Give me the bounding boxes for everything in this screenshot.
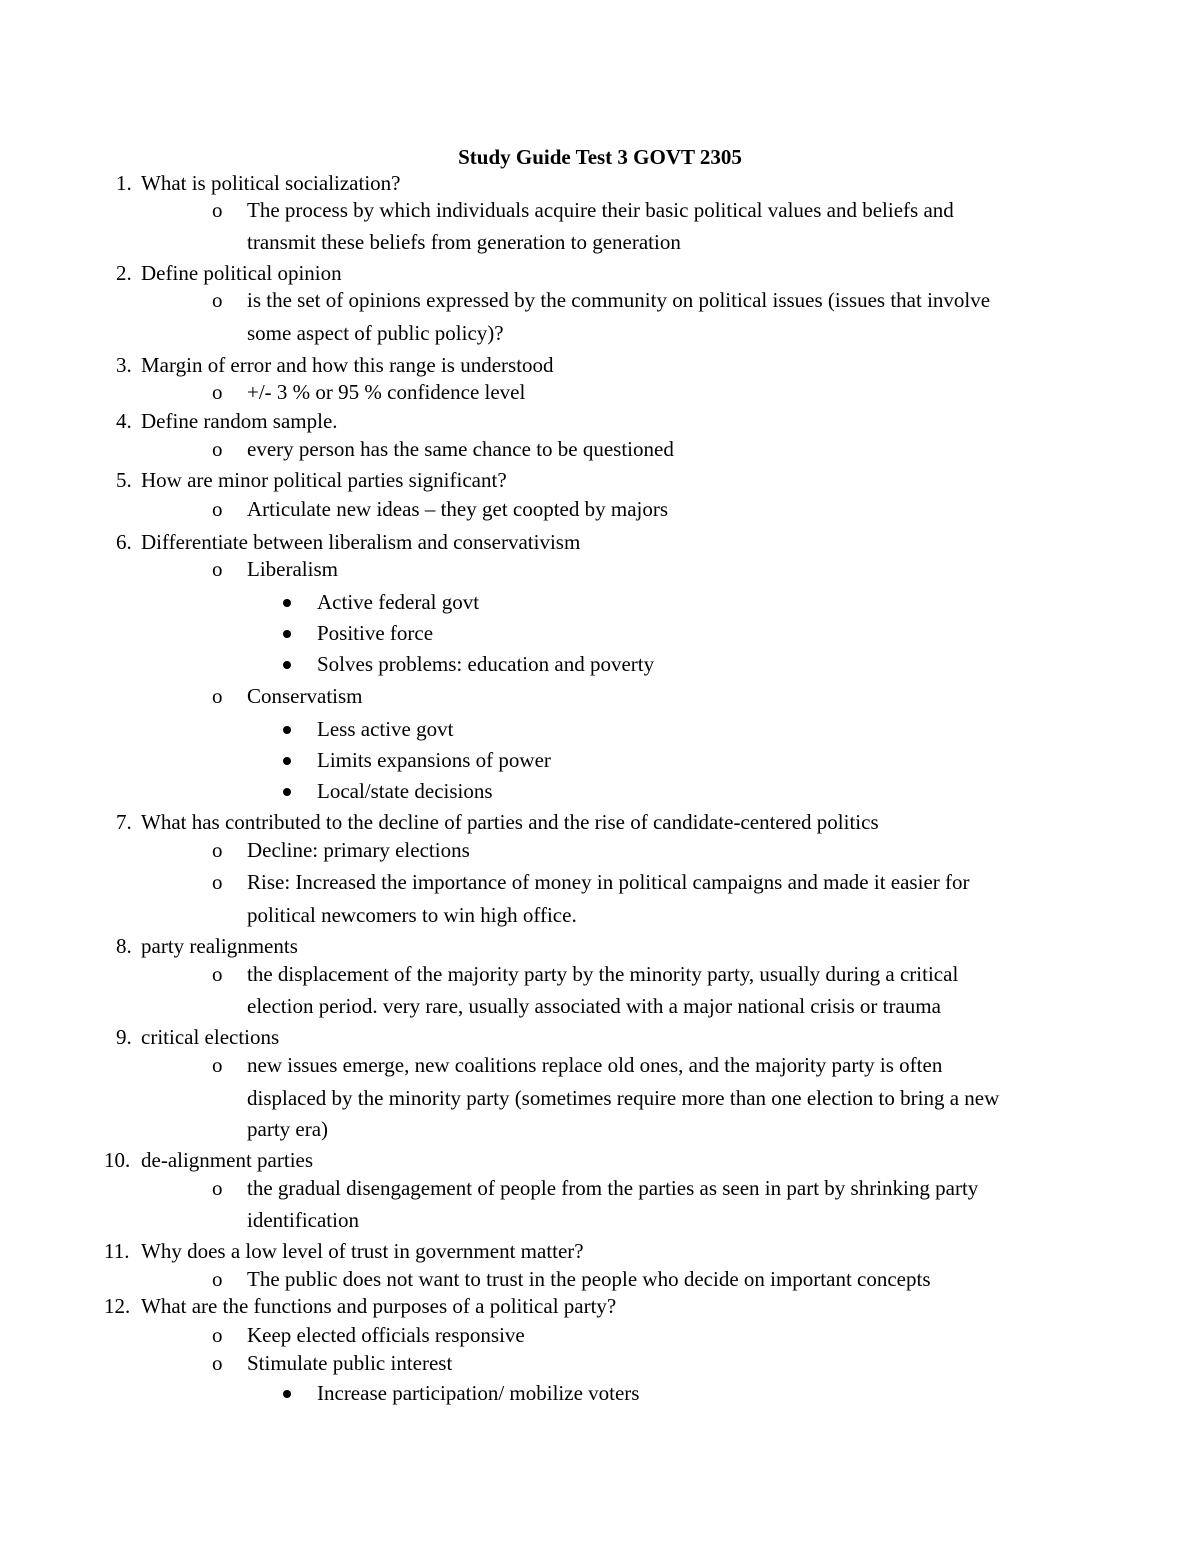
bullet-text: Less active govt xyxy=(317,717,454,741)
sub-item-marker: o xyxy=(212,557,223,581)
answer-text: some aspect of public policy)? xyxy=(247,321,504,345)
sub-item-marker: o xyxy=(212,962,223,986)
answer-text: is the set of opinions expressed by the community on political issues (issues that involve xyxy=(247,288,991,312)
question-number: 6. xyxy=(116,530,132,554)
sub-item-marker: o xyxy=(212,684,223,708)
answer-text: election period. very rare, usually associated with a major national crisis or trauma xyxy=(247,994,941,1018)
question-number: 11. xyxy=(104,1239,130,1263)
bullet-text: Local/state decisions xyxy=(317,779,493,803)
question-text: Margin of error and how this range is understood xyxy=(141,353,554,377)
bullet-text: Increase participation/ mobilize voters xyxy=(317,1381,640,1405)
question-text: Define political opinion xyxy=(141,261,342,285)
question-number: 3. xyxy=(116,353,132,377)
question-number: 12. xyxy=(104,1294,131,1318)
bullet-text: Positive force xyxy=(317,621,434,645)
question-number: 9. xyxy=(116,1025,132,1049)
sub-item-marker: o xyxy=(212,1053,223,1077)
answer-text: political newcomers to win high office. xyxy=(247,903,577,927)
answer-text: Liberalism xyxy=(247,557,338,581)
answer-text: Keep elected officials responsive xyxy=(247,1323,525,1347)
question-text: How are minor political parties significant? xyxy=(141,468,507,492)
answer-text: new issues emerge, new coalitions replace old ones, and the majority party is often xyxy=(247,1053,943,1077)
sub-item-marker: o xyxy=(212,870,223,894)
sub-item-marker: o xyxy=(212,288,223,312)
answer-text: Conservatism xyxy=(247,684,363,708)
question-number: 10. xyxy=(104,1148,131,1172)
question-text: critical elections xyxy=(141,1025,280,1049)
sub-item-marker: o xyxy=(212,1351,223,1375)
sub-item-marker: o xyxy=(212,1267,223,1291)
answer-text: Rise: Increased the importance of money in political campaigns and made it easier for xyxy=(247,870,970,894)
question-text: What are the functions and purposes of a political party? xyxy=(141,1294,617,1318)
bullet-icon xyxy=(283,757,291,765)
question-text: What has contributed to the decline of parties and the rise of candidate-centered politics xyxy=(141,810,879,834)
bullet-text: Solves problems: education and poverty xyxy=(317,652,655,676)
answer-text: +/- 3 % or 95 % confidence level xyxy=(247,380,526,404)
sub-item-marker: o xyxy=(212,1176,223,1200)
bullet-icon xyxy=(283,726,291,734)
answer-text: identification xyxy=(247,1208,359,1232)
sub-item-marker: o xyxy=(212,198,223,222)
answer-text: Articulate new ideas – they get coopted by majors xyxy=(247,497,669,521)
answer-text: the displacement of the majority party by the minority party, usually during a critical xyxy=(247,962,959,986)
question-text: Why does a low level of trust in government matter? xyxy=(141,1239,584,1263)
answer-text: Decline: primary elections xyxy=(247,838,470,862)
answer-text: Stimulate public interest xyxy=(247,1351,453,1375)
bullet-text: Active federal govt xyxy=(317,590,480,614)
bullet-icon xyxy=(283,661,291,669)
bullet-icon xyxy=(283,788,291,796)
sub-item-marker: o xyxy=(212,838,223,862)
answer-text: The public does not want to trust in the people who decide on important concepts xyxy=(247,1267,931,1291)
bullet-text: Limits expansions of power xyxy=(317,748,551,772)
sub-item-marker: o xyxy=(212,437,223,461)
sub-item-marker: o xyxy=(212,1323,223,1347)
page-title: Study Guide Test 3 GOVT 2305 xyxy=(458,145,742,169)
question-number: 4. xyxy=(116,409,132,433)
question-text: What is political socialization? xyxy=(141,171,401,195)
answer-text: displaced by the minority party (sometimes require more than one election to bring a new xyxy=(247,1086,1000,1110)
question-text: Define random sample. xyxy=(141,409,338,433)
bullet-icon xyxy=(283,1390,291,1398)
answer-text: party era) xyxy=(247,1117,329,1141)
question-text: Differentiate between liberalism and conservativism xyxy=(141,530,581,554)
question-number: 2. xyxy=(116,261,132,285)
question-text: de-alignment parties xyxy=(141,1148,314,1172)
sub-item-marker: o xyxy=(212,380,223,404)
question-number: 8. xyxy=(116,934,132,958)
answer-text: every person has the same chance to be questioned xyxy=(247,437,674,461)
question-number: 7. xyxy=(116,810,132,834)
answer-text: transmit these beliefs from generation to generation xyxy=(247,230,681,254)
question-number: 5. xyxy=(116,468,132,492)
question-number: 1. xyxy=(116,171,132,195)
bullet-icon xyxy=(283,599,291,607)
answer-text: The process by which individuals acquire their basic political values and beliefs and xyxy=(247,198,954,222)
bullet-icon xyxy=(283,630,291,638)
answer-text: the gradual disengagement of people from the parties as seen in part by shrinking party xyxy=(247,1176,979,1200)
question-text: party realignments xyxy=(141,934,298,958)
sub-item-marker: o xyxy=(212,497,223,521)
